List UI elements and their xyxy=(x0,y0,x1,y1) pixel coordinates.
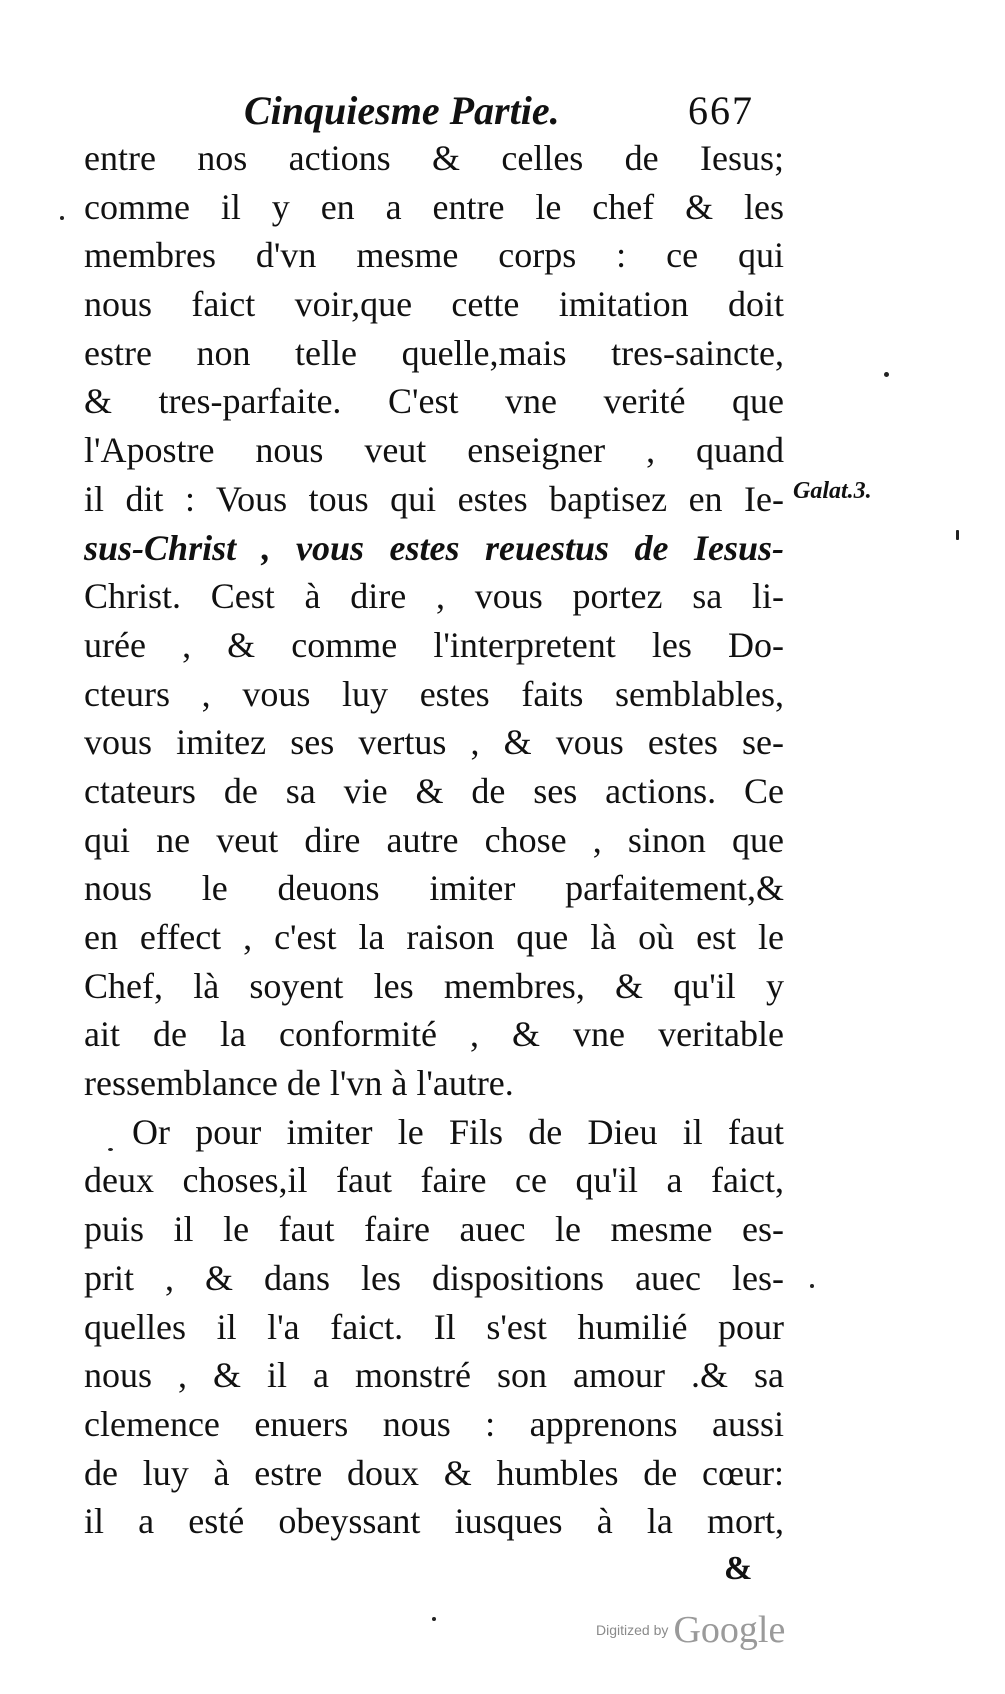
ink-speck xyxy=(60,216,64,220)
text-line: Christ. Cest à dire , vous portez sa li- xyxy=(84,576,784,617)
text-line-italic: sus-Christ , vous estes reuestus de Iesus- xyxy=(84,527,784,568)
body-text xyxy=(84,134,784,1546)
catchword: & xyxy=(724,1550,753,1587)
ink-speck xyxy=(956,530,959,540)
watermark-prefix: Digitized by xyxy=(596,1622,669,1638)
running-title: Cinquiesme Partie. xyxy=(244,88,560,133)
text-line: nous , & il a monstré son amour .& sa xyxy=(84,1355,784,1396)
ink-speck xyxy=(810,1284,814,1288)
page-number: 667 xyxy=(688,88,754,133)
text-line: membres d'vn mesme corps : ce qui xyxy=(84,235,784,276)
text-line: il a esté obeyssant iusques à la mort, xyxy=(84,1501,784,1542)
text-line: ait de la conformité , & vne veritable xyxy=(84,1014,784,1055)
text-line: ctateurs de sa vie & de ses actions. Ce xyxy=(84,770,784,811)
text-line: l'Apostre nous veut enseigner , quand xyxy=(84,430,784,471)
text-line: nous le deuons imiter parfaitement,& xyxy=(84,868,784,909)
text-line: il dit : Vous tous qui estes baptisez en Ie- xyxy=(84,478,784,519)
text-line: comme il y en a entre le chef & les xyxy=(84,186,784,227)
text-line: entre nos actions & celles de Iesus; xyxy=(84,138,784,178)
ink-speck xyxy=(432,1617,436,1621)
text-line: quelles il l'a faict. Il s'est humilié pour xyxy=(84,1306,784,1347)
paragraph-start-line: Or pour imiter le Fils de Dieu il faut xyxy=(132,1111,784,1152)
text-line: & tres-parfaite. C'est vne verité que xyxy=(84,381,784,422)
text-line: de luy à estre doux & humbles de cœur: xyxy=(84,1452,784,1493)
text-line: qui ne veut dire autre chose , sinon que xyxy=(84,819,784,860)
text-line: vous imitez ses vertus , & vous estes se- xyxy=(84,722,784,763)
text-line: urée , & comme l'interpretent les Do- xyxy=(84,624,784,665)
text-line: prit , & dans les dispositions auec les- xyxy=(84,1257,784,1298)
text-line: deux choses,il faut faire ce qu'il a faict, xyxy=(84,1160,784,1201)
text-line: cteurs , vous luy estes faits semblables, xyxy=(84,673,784,714)
ink-speck xyxy=(108,1148,113,1151)
ink-speck xyxy=(884,372,889,377)
text-line: nous faict voir,que cette imitation doit xyxy=(84,284,784,325)
text-line: estre non telle quelle,mais tres-saincte, xyxy=(84,332,784,373)
text-line: Chef, là soyent les membres, & qu'il y xyxy=(84,965,784,1006)
margin-note: Galat.3. xyxy=(793,478,872,504)
text-line: en effect , c'est la raison que là où est le xyxy=(84,917,784,957)
text-line: clemence enuers nous : apprenons aussi xyxy=(84,1403,784,1444)
text-line: puis il le faut faire auec le mesme es- xyxy=(84,1209,784,1250)
digitized-watermark xyxy=(596,1608,785,1652)
watermark-brand: Google xyxy=(673,1609,786,1651)
text-line: ressemblance de l'vn à l'autre. xyxy=(84,1063,514,1104)
